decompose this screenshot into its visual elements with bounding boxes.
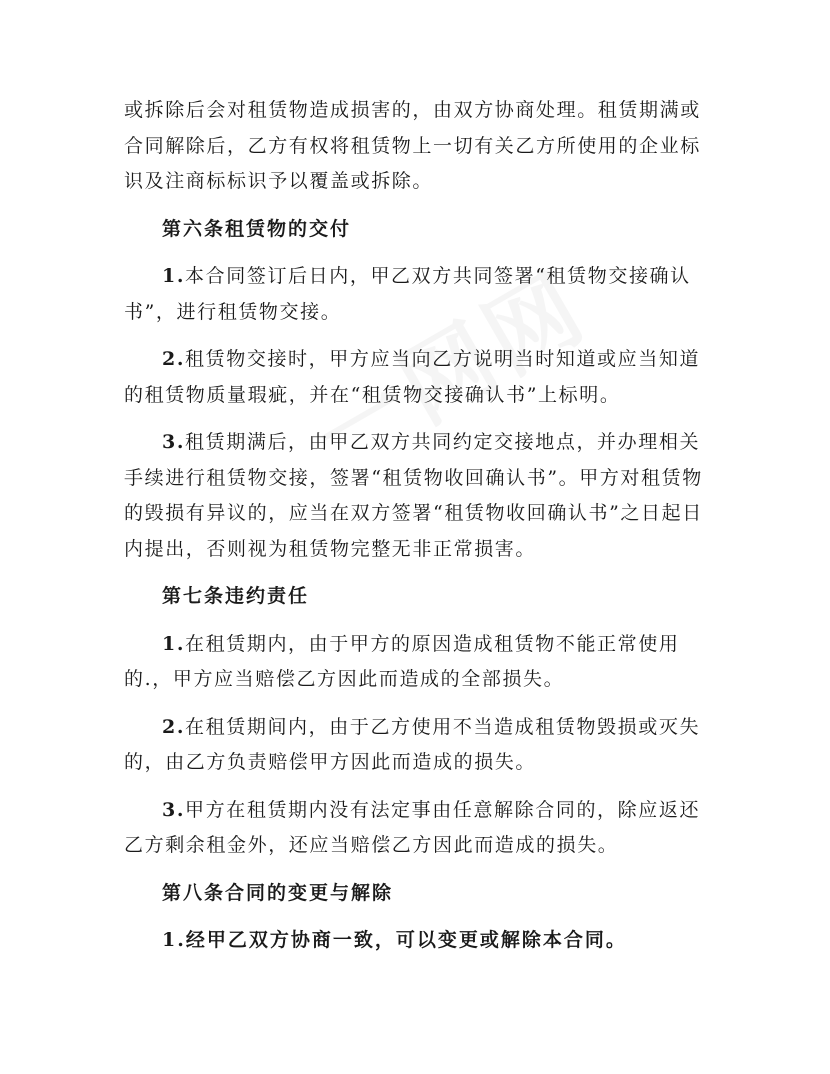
clause-6-2	[124, 342, 712, 413]
clause-8-1: 1.经甲乙双方协商一致，可以变更或解除本合同。	[162, 929, 627, 951]
clause-number: 2.	[162, 348, 186, 370]
clause-number: 2.	[162, 715, 186, 738]
clause-text: 租赁期满后，由甲乙双方共同约定交接地点，并办理相关手续进行租赁物交接，签署“租赁物收回确认书”。甲方对租赁物的毁损有异议的，应当在双方签署“租赁物收回确认书”之日起日内提出，否则视为租赁物完整无非正常损害。	[124, 431, 703, 560]
clause-text: 本合同签订后日内，甲乙双方共同签署“租赁物交接确认书”，进行租赁物交接。	[124, 265, 691, 323]
document-body	[124, 93, 712, 959]
clause-text: 甲方在租赁期内没有法定事由任意解除合同的，除应返还乙方剩余租金外，还应当赔偿乙方因此而造成的损失。	[124, 798, 701, 856]
clause-number: 3.	[162, 798, 186, 821]
clause-7-3	[124, 793, 712, 864]
clause-text: 在租赁期内，由于甲方的原因造成租赁物不能正常使用的.，甲方应当赔偿乙方因此而造成的全部损失。	[124, 632, 680, 690]
clause-text: 在租赁期间内，由于乙方使用不当造成租赁物毁损或灭失的，由乙方负责赔偿甲方因此而造成的损失。	[124, 715, 701, 773]
clause-number: 3.	[162, 431, 186, 453]
clause-6-3	[124, 425, 712, 567]
clause-6-1	[124, 259, 712, 330]
clause-number: 1.	[162, 265, 186, 287]
section-heading-7: 第七条违约责任	[162, 585, 310, 607]
section-heading-6: 第六条租赁物的交付	[162, 217, 352, 240]
clause-7-1	[124, 627, 712, 698]
clause-7-2	[124, 710, 712, 781]
paragraph-continuation: 或拆除后会对租赁物造成损害的，由双方协商处理。租赁期满或合同解除后，乙方有权将租赁物上一切有关乙方所使用的企业标识及注商标标识予以覆盖或拆除。	[124, 99, 701, 192]
section-heading-8: 第八条合同的变更与解除	[162, 881, 394, 904]
clause-text: 租赁物交接时，甲方应当向乙方说明当时知道或应当知道的租赁物质量瑕疵，并在“租赁物交接确认书”上标明。	[124, 348, 701, 406]
clause-number: 1.	[162, 632, 186, 655]
